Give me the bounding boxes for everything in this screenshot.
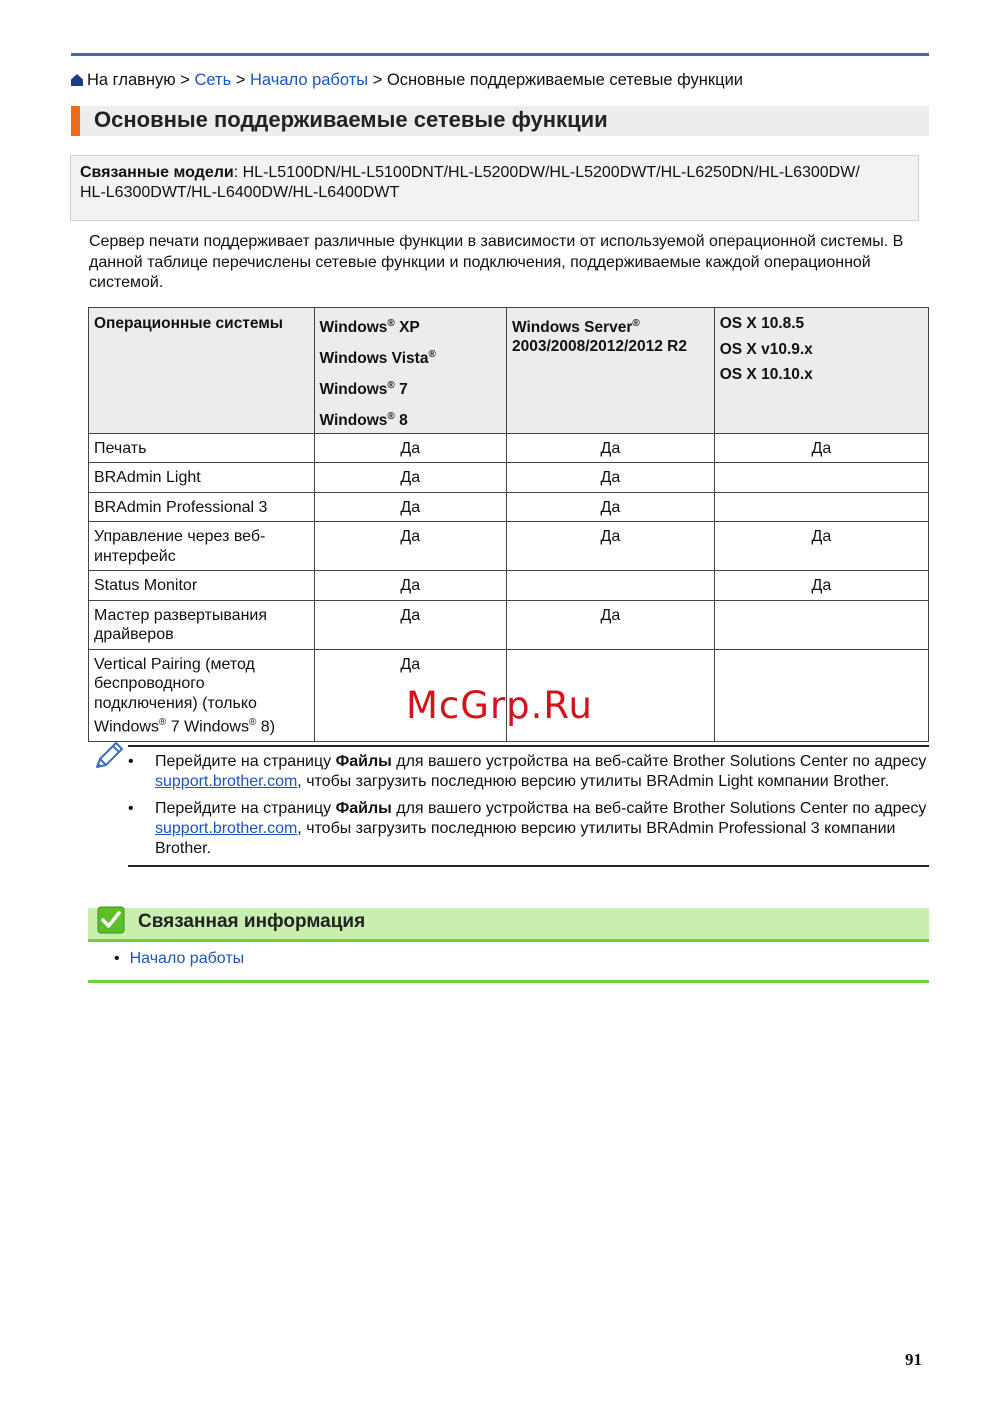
windows-cell: Да <box>314 600 506 649</box>
windows-cell: Да <box>314 649 506 741</box>
watermark: McGrp.Ru <box>406 684 593 727</box>
feature-cell: Status Monitor <box>89 571 315 601</box>
breadcrumb-separator: > <box>235 71 246 89</box>
header-win-xp: Windows® XP <box>319 318 420 337</box>
header-windows-server: Windows Server® 2003/2008/2012/2012 R2 <box>506 308 714 434</box>
related-info-list: • Начало работы <box>114 950 245 967</box>
header-os-label: Операционные системы <box>89 308 315 434</box>
table-row <box>89 433 929 463</box>
header-mac-3: OS X 10.10.x <box>719 366 813 383</box>
top-rule <box>71 53 929 56</box>
breadcrumb-home[interactable]: На главную <box>87 71 176 89</box>
related-models-value-2: HL-L6300DWT/HL-L6400DW/HL-L6400DWT <box>80 184 400 201</box>
header-win-vista: Windows Vista® <box>319 349 436 368</box>
mac-cell <box>714 463 928 493</box>
feature-cell: Управление через веб-интерфейс <box>89 522 315 571</box>
feature-cell: Печать <box>89 433 315 463</box>
pencil-icon <box>93 740 125 772</box>
related-info-bar <box>88 908 929 942</box>
related-info-rule <box>88 980 929 983</box>
server-cell: Да <box>506 492 714 522</box>
title-bar <box>71 106 929 136</box>
breadcrumb-link-network[interactable]: Сеть <box>194 71 232 89</box>
related-info-title: Связанная информация <box>138 911 366 932</box>
related-link-getting-started[interactable]: Начало работы <box>129 950 245 967</box>
breadcrumb <box>71 71 743 90</box>
windows-cell: Да <box>314 433 506 463</box>
mac-cell <box>714 492 928 522</box>
feature-cell: Vertical Pairing (метод беспроводного подключения) (только Windows® 7 Windows® 8) <box>89 649 315 741</box>
note-box <box>128 745 929 867</box>
mac-cell <box>714 600 928 649</box>
breadcrumb-separator: > <box>372 71 383 89</box>
page-number: 91 <box>905 1350 922 1369</box>
windows-cell: Да <box>314 492 506 522</box>
header-mac-2: OS X v10.9.x <box>719 340 813 358</box>
server-cell: Да <box>506 463 714 493</box>
table-row <box>89 571 929 601</box>
page-title: Основные поддерживаемые сетевые функции <box>94 107 608 132</box>
table-row <box>89 463 929 493</box>
home-icon[interactable] <box>71 74 83 86</box>
support-link[interactable]: support.brother.com <box>155 773 298 790</box>
windows-cell: Да <box>314 463 506 493</box>
header-win-7: Windows® 7 <box>319 380 408 399</box>
breadcrumb-separator: > <box>180 71 190 89</box>
header-windows <box>314 308 506 434</box>
server-cell: Да <box>506 433 714 463</box>
breadcrumb-current: Основные поддерживаемые сетевые функции <box>386 71 744 89</box>
header-win-8: Windows® 8 <box>319 411 408 430</box>
table-row <box>89 492 929 522</box>
feature-cell: BRAdmin Light <box>89 463 315 493</box>
windows-cell: Да <box>314 522 506 571</box>
related-models-label: Связанные модели <box>80 164 234 181</box>
related-models-value: : HL-L5100DN/HL-L5100DNT/HL-L5200DW/HL-L5200DWT/HL-L6250DN/HL-L6300DW/ <box>233 164 860 181</box>
windows-cell: Да <box>314 571 506 601</box>
note-item: • Перейдите на страницу Файлы для вашего устройства на веб-сайте Brother Solutions Center по адресу support.brother.com, чтобы загрузить последнюю версию утилиты BRAdmin Light компании Brother. <box>128 753 927 790</box>
features-table <box>88 307 929 742</box>
table-row <box>89 522 929 571</box>
intro-paragraph: Сервер печати поддерживает различные функции в зависимости от используемой операционной системы. В данной таблице перечислены сетевые функции и подключения, поддерживаемые каждой операционной системой. <box>89 233 904 291</box>
breadcrumb-link-getting-started[interactable]: Начало работы <box>250 71 369 89</box>
note-item: • Перейдите на страницу Файлы для вашего устройства на веб-сайте Brother Solutions Center по адресу support.brother.com, чтобы загрузить последнюю версию утилиты BRAdmin Professional 3 компании Brother. <box>128 800 927 857</box>
header-mac <box>714 308 928 434</box>
feature-cell: BRAdmin Professional 3 <box>89 492 315 522</box>
table-header-row <box>89 308 929 434</box>
mac-cell: Да <box>714 571 928 601</box>
server-cell <box>506 571 714 601</box>
checkmark-icon <box>97 906 125 934</box>
related-models-box <box>70 155 919 221</box>
support-link[interactable]: support.brother.com <box>155 820 298 837</box>
server-cell: Да <box>506 600 714 649</box>
header-mac-1: OS X 10.8.5 <box>719 315 805 332</box>
mac-cell: Да <box>714 433 928 463</box>
feature-cell: Мастер развертывания драйверов <box>89 600 315 649</box>
mac-cell <box>714 649 928 741</box>
server-cell: Да <box>506 522 714 571</box>
mac-cell: Да <box>714 522 928 571</box>
title-accent <box>71 106 80 136</box>
table-row <box>89 600 929 649</box>
